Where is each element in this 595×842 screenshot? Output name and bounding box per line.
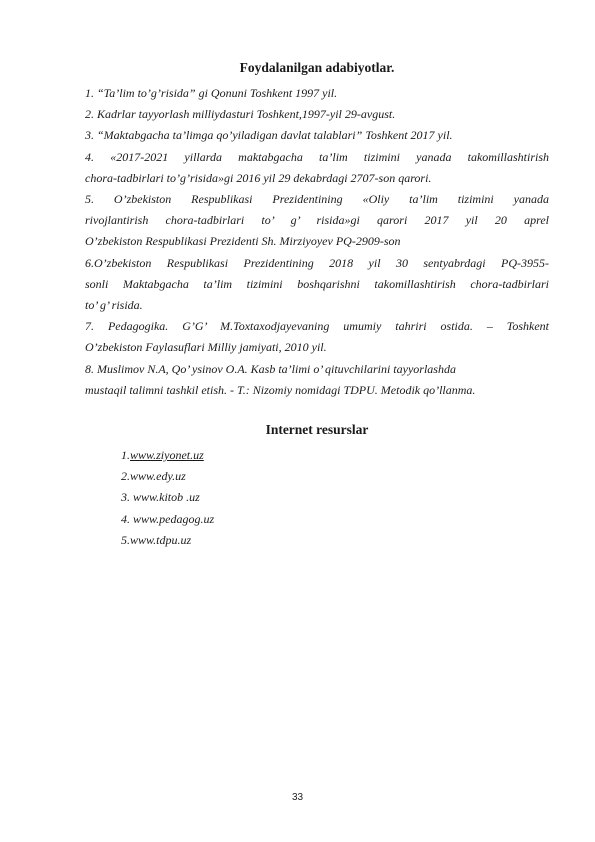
reference-line: chora-tadbirlari to’g’risida»gi 2016 yil 29 dekabrdagi 2707-son qarori. (85, 170, 432, 185)
reference-item-6 (85, 253, 549, 317)
reference-line: 7. Pedagogika. G’G’ M.Toxtaxodjayevaning umumiy tahriri ostida. – Toshkent (85, 319, 549, 334)
reference-line: 4. «2017-2021 yillarda maktabgacha ta’lim tizimini yanada takomillashtirish (85, 149, 549, 164)
internet-resources-heading: Internet resurslar (265, 422, 369, 438)
reference-item-4 (85, 147, 549, 189)
link-prefix: 1. (121, 448, 130, 463)
reference-item-8 (85, 359, 549, 401)
ziyonet-link[interactable]: www.ziyonet.uz (130, 448, 204, 463)
pedagog-link[interactable]: 4. www.pedagog.uz (121, 511, 215, 526)
reference-line: 2. Kadrlar tayyorlash milliydasturi Toshkent,1997-yil 29-avgust. (85, 107, 396, 122)
reference-line: 8. Muslimov N.A, Qo’ ysinov O.A. Kasb ta’limi o’ qituvchilarini tayyorlashda (85, 361, 456, 376)
reference-item-2 (85, 104, 549, 125)
tdpu-link[interactable]: 5.www.tdpu.uz (121, 532, 192, 547)
reference-line: to’ g’ risida. (85, 298, 143, 313)
page-number: 33 (291, 792, 304, 803)
kitob-link[interactable]: 3. www.kitob .uz (121, 490, 200, 505)
reference-item-5 (85, 189, 549, 253)
references-heading: Foydalanilgan adabiyotlar. (239, 60, 395, 75)
page-content (85, 60, 549, 551)
internet-link-item[interactable] (121, 509, 549, 530)
internet-link-item[interactable] (121, 445, 549, 466)
internet-link-item[interactable] (121, 487, 549, 508)
reference-line: 6.O’zbekiston Respublikasi Prezidentining 2018 yil 30 sentyabrdagi PQ-3955- (85, 255, 549, 270)
reference-line: 3. “Maktabgacha ta’limga qo’yiladigan davlat talablari” Toshkent 2017 yil. (85, 128, 453, 143)
reference-line: sonli Maktabgacha ta’lim tizimini boshqarishni takomillashtirish chora-tadbirlari (85, 276, 549, 291)
reference-line: O’zbekiston Faylasuflari Milliy jamiyati, 2010 yil. (85, 340, 327, 355)
internet-link-item[interactable] (121, 530, 549, 551)
reference-line: O’zbekiston Respublikasi Prezidenti Sh. Mirziyoyev PQ-2909-son (85, 234, 401, 249)
internet-link-item[interactable] (121, 466, 549, 487)
internet-links-list (85, 445, 549, 551)
reference-line: 1. “Ta’lim to’g’risida” gi Qonuni Toshkent 1997 yil. (85, 86, 338, 100)
reference-item-3 (85, 125, 549, 146)
reference-line: mustaqil talimni tashkil etish. - T.: Nizomiy nomidagi TDPU. Metodik qo’llanma. (85, 382, 476, 397)
edy-link[interactable]: 2.www.edy.uz (121, 469, 186, 484)
reference-item-7 (85, 316, 549, 358)
reference-item-1 (85, 83, 549, 104)
reference-line: rivojlantirish chora-tadbirlari to’ g’ risida»gi qarori 2017 yil 20 aprel (85, 213, 549, 228)
reference-line: 5. O’zbekiston Respublikasi Prezidentining «Oliy ta’lim tizimini yanada (85, 192, 549, 207)
reference-list (85, 83, 549, 401)
